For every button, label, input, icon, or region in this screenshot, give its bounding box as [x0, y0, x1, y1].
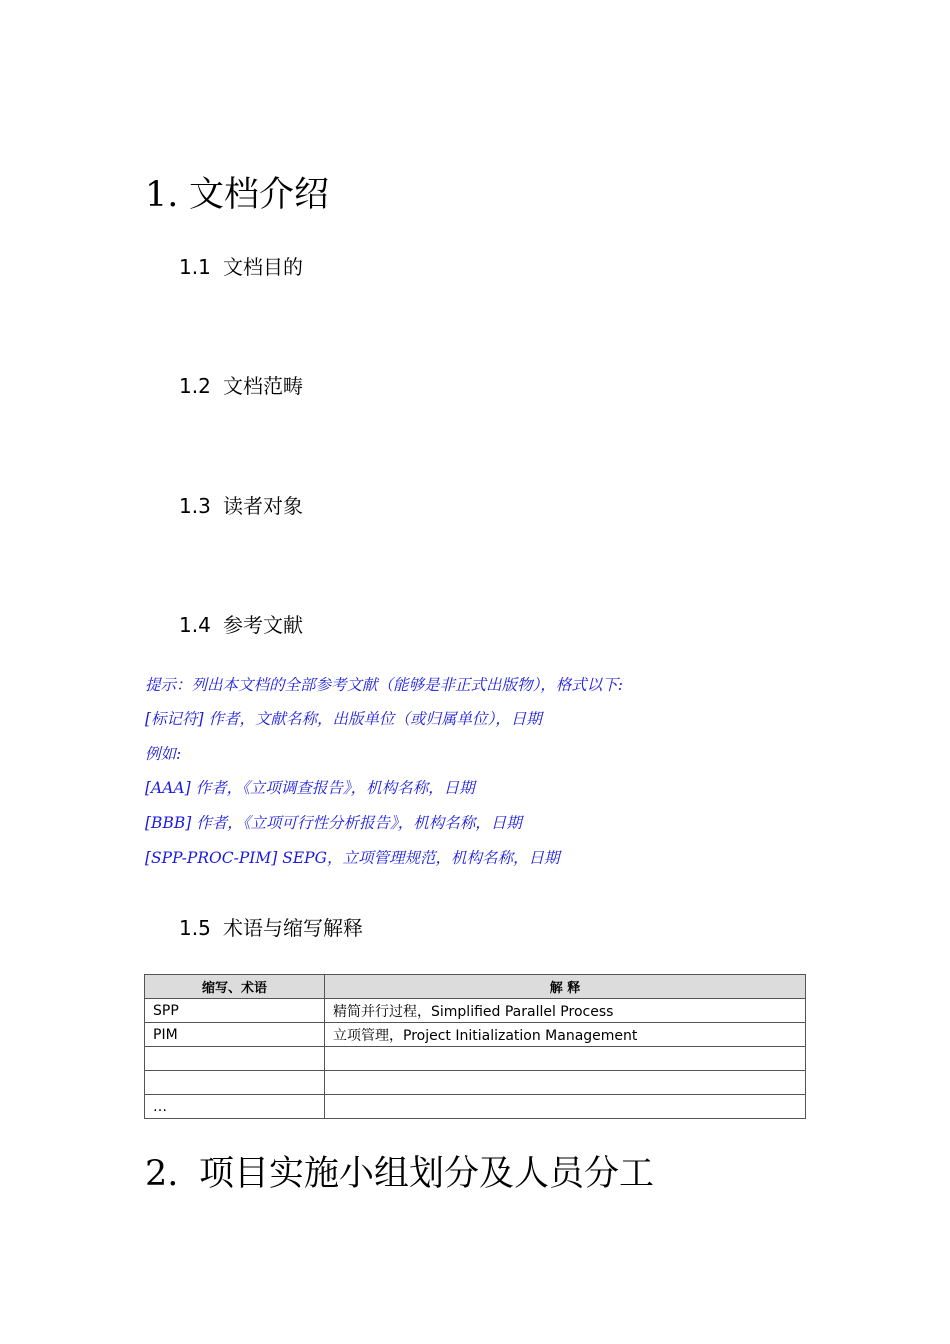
- subsection-1-1-heading: [179, 255, 303, 279]
- section-2-heading: [145, 1154, 654, 1194]
- table-header-row: [145, 975, 806, 999]
- term-cell: SPP: [145, 999, 325, 1023]
- reference-hint-line: [SPP-PROC-PIM] SEPG，立项管理规范，机构名称，日期: [145, 849, 560, 867]
- subsection-1-5-heading: [179, 916, 363, 940]
- reference-hint-line: 例如:: [145, 745, 182, 763]
- term-cell: …: [145, 1095, 325, 1119]
- reference-hint-line: [BBB] 作者，《立项可行性分析报告》，机构名称，日期: [145, 814, 522, 832]
- reference-hint-line: [标记符] 作者，文献名称，出版单位（或归属单位），日期: [145, 710, 542, 728]
- subsection-number: 1.3: [179, 494, 211, 518]
- section-2-title: 项目实施小组划分及人员分工: [199, 1154, 655, 1194]
- subsection-title: 文档范畴: [223, 374, 303, 398]
- section-2-number: 2.: [145, 1154, 179, 1194]
- subsection-1-2-heading: [179, 374, 303, 398]
- subsection-title: 文档目的: [223, 255, 303, 279]
- subsection-number: 1.5: [179, 916, 211, 940]
- section-1-title: 文档介绍: [189, 175, 330, 215]
- explanation-cell: [325, 1095, 806, 1119]
- term-cell: [145, 1071, 325, 1095]
- term-cell: [145, 1047, 325, 1071]
- subsection-title: 读者对象: [223, 494, 303, 518]
- section-1-number: 1.: [145, 175, 179, 215]
- section-1-heading: [145, 175, 329, 215]
- table-row: [145, 1095, 806, 1119]
- subsection-title: 参考文献: [223, 613, 303, 637]
- column-header-term: 缩写、术语: [145, 975, 325, 999]
- explanation-cell: [325, 1071, 806, 1095]
- reference-hint-line: 提示：列出本文档的全部参考文献（能够是非正式出版物），格式以下:: [145, 676, 623, 694]
- explanation-cell: 精简并行过程，Simplified Parallel Process: [325, 999, 806, 1023]
- table-row: [145, 999, 806, 1023]
- column-header-explanation: 解 释: [325, 975, 806, 999]
- table-row: [145, 1071, 806, 1095]
- subsection-number: 1.1: [179, 255, 211, 279]
- table-row: [145, 1047, 806, 1071]
- terms-table: [144, 974, 806, 1119]
- subsection-1-3-heading: [179, 494, 303, 518]
- subsection-1-4-heading: [179, 613, 303, 637]
- subsection-number: 1.4: [179, 613, 211, 637]
- explanation-cell: [325, 1047, 806, 1071]
- table-row: [145, 1023, 806, 1047]
- reference-hint-line: [AAA] 作者，《立项调查报告》，机构名称，日期: [145, 779, 475, 797]
- subsection-number: 1.2: [179, 374, 211, 398]
- explanation-cell: 立项管理，Project Initialization Management: [325, 1023, 806, 1047]
- term-cell: PIM: [145, 1023, 325, 1047]
- subsection-title: 术语与缩写解释: [223, 916, 363, 940]
